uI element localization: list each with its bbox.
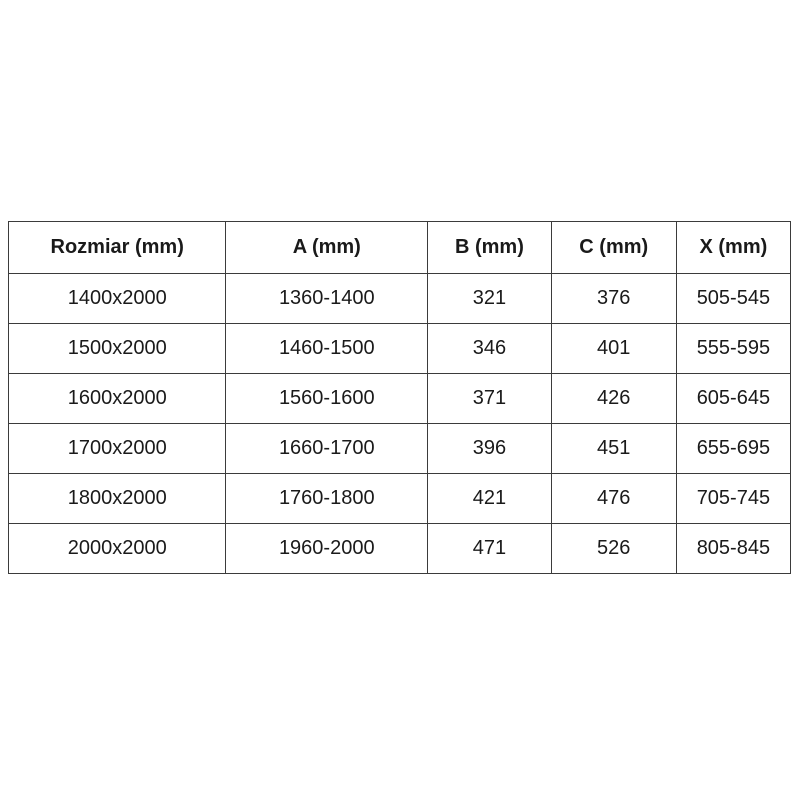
- cell-b: 421: [428, 474, 552, 524]
- cell-b: 321: [428, 274, 552, 324]
- column-header-rozmiar: Rozmiar (mm): [9, 222, 226, 274]
- cell-a: 1460-1500: [226, 324, 428, 374]
- cell-a: 1960-2000: [226, 524, 428, 574]
- cell-b: 371: [428, 374, 552, 424]
- cell-a: 1360-1400: [226, 274, 428, 324]
- column-header-x: X (mm): [676, 222, 790, 274]
- cell-c: 401: [551, 324, 676, 374]
- cell-a: 1560-1600: [226, 374, 428, 424]
- column-header-a: A (mm): [226, 222, 428, 274]
- cell-x: 505-545: [676, 274, 790, 324]
- table-row: [9, 474, 791, 524]
- table-row: [9, 524, 791, 574]
- cell-a: 1660-1700: [226, 424, 428, 474]
- cell-c: 526: [551, 524, 676, 574]
- table-body: [9, 274, 791, 574]
- table-row: [9, 374, 791, 424]
- cell-rozmiar: 1700x2000: [9, 424, 226, 474]
- cell-b: 396: [428, 424, 552, 474]
- cell-a: 1760-1800: [226, 474, 428, 524]
- cell-rozmiar: 1800x2000: [9, 474, 226, 524]
- cell-c: 476: [551, 474, 676, 524]
- table-row: [9, 274, 791, 324]
- cell-rozmiar: 1400x2000: [9, 274, 226, 324]
- cell-x: 555-595: [676, 324, 790, 374]
- cell-x: 705-745: [676, 474, 790, 524]
- cell-rozmiar: 1600x2000: [9, 374, 226, 424]
- cell-b: 346: [428, 324, 552, 374]
- cell-c: 426: [551, 374, 676, 424]
- cell-x: 605-645: [676, 374, 790, 424]
- cell-c: 376: [551, 274, 676, 324]
- cell-x: 805-845: [676, 524, 790, 574]
- cell-x: 655-695: [676, 424, 790, 474]
- cell-rozmiar: 2000x2000: [9, 524, 226, 574]
- dimensions-table: [8, 221, 791, 574]
- table-header: [9, 222, 791, 274]
- header-row: [9, 222, 791, 274]
- cell-c: 451: [551, 424, 676, 474]
- table-row: [9, 324, 791, 374]
- cell-b: 471: [428, 524, 552, 574]
- table-row: [9, 424, 791, 474]
- column-header-b: B (mm): [428, 222, 552, 274]
- column-header-c: C (mm): [551, 222, 676, 274]
- cell-rozmiar: 1500x2000: [9, 324, 226, 374]
